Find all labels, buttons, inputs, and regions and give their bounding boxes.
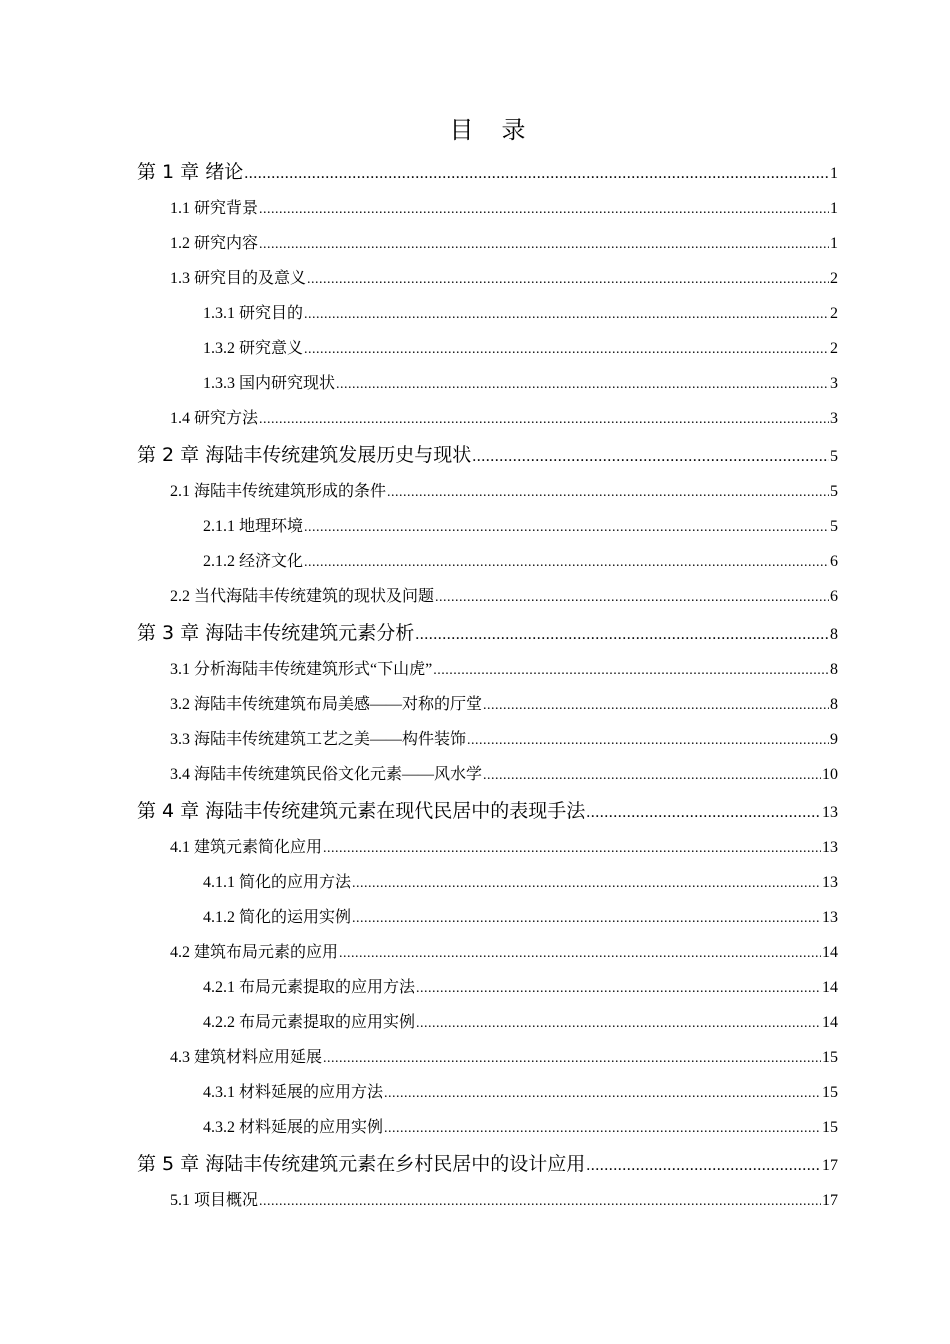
dot-leader bbox=[352, 901, 821, 936]
toc-entry[interactable] bbox=[137, 509, 838, 544]
dot-leader bbox=[304, 297, 829, 332]
toc-entry[interactable] bbox=[137, 1040, 838, 1075]
toc-entry-text: 4.2.2 布局元素提取的应用实例 bbox=[203, 1014, 416, 1031]
dot-leader bbox=[387, 475, 829, 510]
toc-entry-page: 5 bbox=[830, 518, 838, 535]
toc-entry-text: 2.2 当代海陆丰传统建筑的现状及问题 bbox=[170, 588, 435, 605]
toc-entry-page: 2 bbox=[830, 270, 838, 287]
toc-entry-page: 10 bbox=[822, 766, 838, 783]
toc-entry-text: 1.2 研究内容 bbox=[170, 235, 259, 252]
toc-entry-text: 1.4 研究方法 bbox=[170, 410, 259, 427]
toc-entry[interactable] bbox=[137, 296, 838, 331]
toc-entry-page: 2 bbox=[830, 305, 838, 322]
toc-entry-page: 9 bbox=[830, 731, 838, 748]
toc-entry-text: 5.1 项目概况 bbox=[170, 1192, 259, 1209]
toc-entry-page: 14 bbox=[822, 979, 838, 996]
toc-entry[interactable] bbox=[137, 935, 838, 970]
toc-entry-page: 2 bbox=[830, 340, 838, 357]
toc-entry-text: 4.1 建筑元素简化应用 bbox=[170, 839, 323, 856]
toc-entry-text: 1.3 研究目的及意义 bbox=[170, 270, 307, 287]
dot-leader bbox=[304, 545, 829, 580]
toc-entry-page: 1 bbox=[830, 235, 838, 252]
toc-entry-text: 3.1 分析海陆丰传统建筑形式“下山虎” bbox=[170, 661, 433, 678]
toc-entry-page: 1 bbox=[830, 165, 838, 182]
toc-entry[interactable] bbox=[137, 1110, 838, 1145]
toc-entry-page: 14 bbox=[822, 944, 838, 961]
toc-entry[interactable] bbox=[137, 1145, 838, 1183]
toc-entry-text: 3.2 海陆丰传统建筑布局美感——对称的厅堂 bbox=[170, 696, 483, 713]
toc-entry[interactable] bbox=[137, 865, 838, 900]
dot-leader bbox=[336, 367, 829, 402]
toc-entry[interactable] bbox=[137, 226, 838, 261]
toc-entry-text: 4.2 建筑布局元素的应用 bbox=[170, 944, 339, 961]
toc-entry[interactable] bbox=[137, 153, 838, 191]
toc-entry[interactable] bbox=[137, 652, 838, 687]
dot-leader bbox=[323, 831, 821, 866]
title-char: 录 bbox=[501, 116, 526, 144]
dot-leader bbox=[323, 1041, 821, 1076]
dot-leader bbox=[483, 758, 821, 793]
toc-entry[interactable] bbox=[137, 757, 838, 792]
dot-leader bbox=[586, 794, 821, 832]
toc-entry[interactable] bbox=[137, 544, 838, 579]
dot-leader bbox=[307, 262, 829, 297]
toc-entry-page: 13 bbox=[822, 909, 838, 926]
toc-entry-text: 2.1 海陆丰传统建筑形成的条件 bbox=[170, 483, 387, 500]
toc-entry-text: 2.1.1 地理环境 bbox=[203, 518, 304, 535]
toc-entry-text: 4.3.2 材料延展的应用实例 bbox=[203, 1119, 384, 1136]
toc-entry-page: 15 bbox=[822, 1084, 838, 1101]
dot-leader bbox=[435, 580, 829, 615]
toc-entry[interactable] bbox=[137, 191, 838, 226]
toc-entry-page: 1 bbox=[830, 200, 838, 217]
dot-leader bbox=[433, 653, 829, 688]
toc-entry[interactable] bbox=[137, 401, 838, 436]
toc-entry-text: 4.1.2 简化的运用实例 bbox=[203, 909, 352, 926]
toc-entry[interactable] bbox=[137, 687, 838, 722]
toc-entry-page: 3 bbox=[830, 375, 838, 392]
toc-entry[interactable] bbox=[137, 722, 838, 757]
dot-leader bbox=[339, 936, 821, 971]
toc-entry-text: 2.1.2 经济文化 bbox=[203, 553, 304, 570]
toc-entry[interactable] bbox=[137, 614, 838, 652]
dot-leader bbox=[259, 227, 829, 262]
toc-entry[interactable] bbox=[137, 1075, 838, 1110]
dot-leader bbox=[472, 438, 829, 476]
toc-entry[interactable] bbox=[137, 366, 838, 401]
toc-entry-text: 4.3.1 材料延展的应用方法 bbox=[203, 1084, 384, 1101]
toc-entry[interactable] bbox=[137, 792, 838, 830]
toc-entry-page: 6 bbox=[830, 588, 838, 605]
toc-entry-text: 1.3.3 国内研究现状 bbox=[203, 375, 336, 392]
toc-entry-page: 17 bbox=[822, 1192, 838, 1209]
toc-entry[interactable] bbox=[137, 1183, 838, 1218]
dot-leader bbox=[483, 688, 829, 723]
toc-entry[interactable] bbox=[137, 579, 838, 614]
toc-entry-text: 第 1 章 绪论 bbox=[137, 161, 244, 183]
toc-entry-page: 8 bbox=[830, 696, 838, 713]
toc-entry[interactable] bbox=[137, 830, 838, 865]
toc-entry-page: 5 bbox=[830, 448, 838, 465]
toc-entry-text: 第 4 章 海陆丰传统建筑元素在现代民居中的表现手法 bbox=[137, 800, 586, 822]
toc-entry[interactable] bbox=[137, 1005, 838, 1040]
dot-leader bbox=[416, 971, 821, 1006]
dot-leader bbox=[244, 155, 829, 193]
dot-leader bbox=[384, 1076, 821, 1111]
toc-entry-page: 5 bbox=[830, 483, 838, 500]
toc-entry-text: 4.2.1 布局元素提取的应用方法 bbox=[203, 979, 416, 996]
toc-entry[interactable] bbox=[137, 474, 838, 509]
toc-list bbox=[137, 153, 838, 1218]
toc-entry-page: 8 bbox=[830, 626, 838, 643]
dot-leader bbox=[259, 1184, 821, 1219]
toc-entry-text: 3.4 海陆丰传统建筑民俗文化元素——风水学 bbox=[170, 766, 483, 783]
dot-leader bbox=[586, 1147, 821, 1185]
toc-entry-text: 4.1.1 简化的应用方法 bbox=[203, 874, 352, 891]
toc-entry[interactable] bbox=[137, 331, 838, 366]
toc-page bbox=[137, 110, 838, 1218]
toc-entry-page: 13 bbox=[822, 874, 838, 891]
toc-entry-page: 6 bbox=[830, 553, 838, 570]
dot-leader bbox=[467, 723, 829, 758]
dot-leader bbox=[384, 1111, 821, 1146]
toc-entry-text: 第 2 章 海陆丰传统建筑发展历史与现状 bbox=[137, 444, 472, 466]
dot-leader bbox=[416, 1006, 821, 1041]
dot-leader bbox=[304, 332, 829, 367]
toc-title bbox=[137, 110, 838, 150]
dot-leader bbox=[304, 510, 829, 545]
toc-entry[interactable] bbox=[137, 436, 838, 474]
toc-entry-text: 第 5 章 海陆丰传统建筑元素在乡村民居中的设计应用 bbox=[137, 1153, 586, 1175]
toc-entry-text: 1.3.1 研究目的 bbox=[203, 305, 304, 322]
dot-leader bbox=[259, 192, 829, 227]
toc-entry[interactable] bbox=[137, 261, 838, 296]
toc-entry-page: 17 bbox=[822, 1157, 838, 1174]
dot-leader bbox=[352, 866, 821, 901]
title-char: 目 bbox=[449, 116, 474, 144]
toc-entry-text: 第 3 章 海陆丰传统建筑元素分析 bbox=[137, 622, 415, 644]
toc-entry-text: 1.3.2 研究意义 bbox=[203, 340, 304, 357]
toc-entry-text: 4.3 建筑材料应用延展 bbox=[170, 1049, 323, 1066]
toc-entry-page: 13 bbox=[822, 839, 838, 856]
toc-entry-page: 14 bbox=[822, 1014, 838, 1031]
toc-entry-page: 3 bbox=[830, 410, 838, 427]
toc-entry-page: 15 bbox=[822, 1049, 838, 1066]
toc-entry[interactable] bbox=[137, 970, 838, 1005]
toc-entry-page: 15 bbox=[822, 1119, 838, 1136]
toc-entry-page: 8 bbox=[830, 661, 838, 678]
dot-leader bbox=[259, 402, 829, 437]
dot-leader bbox=[415, 616, 829, 654]
toc-entry-page: 13 bbox=[822, 804, 838, 821]
toc-entry-text: 3.3 海陆丰传统建筑工艺之美——构件装饰 bbox=[170, 731, 467, 748]
toc-entry-text: 1.1 研究背景 bbox=[170, 200, 259, 217]
toc-entry[interactable] bbox=[137, 900, 838, 935]
